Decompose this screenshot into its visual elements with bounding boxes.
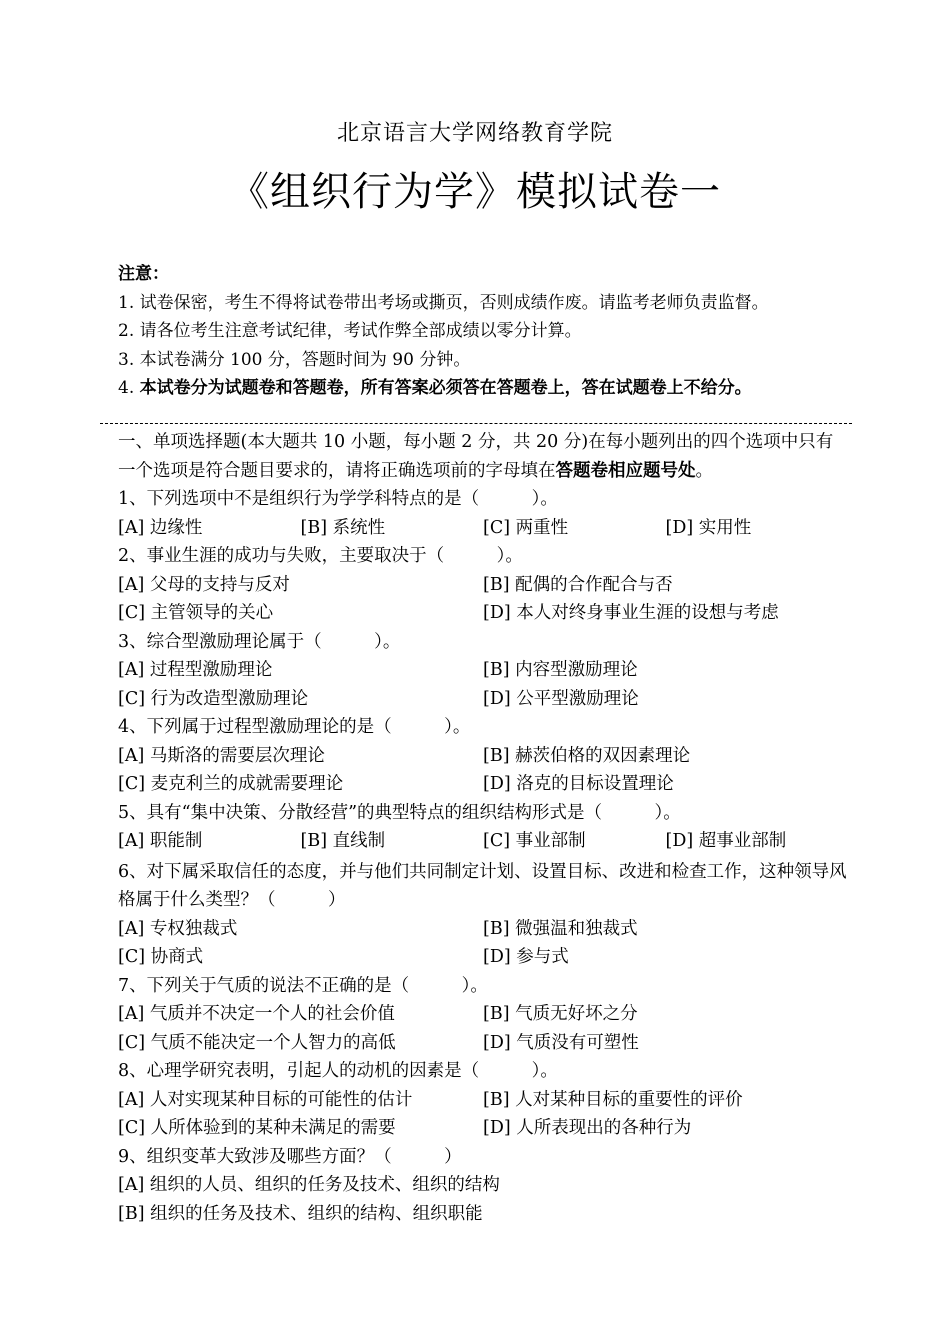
option: [C] 麦克利兰的成就需要理论 (118, 774, 344, 794)
question-stem: 5、具有“集中决策、分散经营”的典型特点的组织结构形式是（ ）。 (118, 802, 681, 823)
option: [B] 直线制 (300, 831, 386, 851)
option: [C] 主管领导的关心 (118, 603, 274, 623)
question-stem: 3、综合型激励理论属于（ ）。 (118, 631, 401, 652)
question-options (118, 1029, 848, 1058)
option: [A] 马斯洛的需要层次理论 (118, 745, 325, 766)
notice-item-2: 2. 请各位考生注意考试纪律，考试作弊全部成绩以零分计算。 (118, 321, 582, 341)
option: [B] 配偶的合作配合与否 (483, 574, 673, 595)
section-intro-bold: 答题卷相应题号处 (555, 460, 696, 481)
option: [B] 系统性 (300, 517, 386, 538)
question-options (118, 915, 848, 944)
question-options (118, 656, 848, 685)
option: [C] 协商式 (118, 947, 204, 967)
notice-item-4-prefix: 4. (118, 378, 140, 398)
question-stem: 8、心理学研究表明，引起人的动机的因素是（ ）。 (118, 1061, 558, 1081)
option: [A] 人对实现某种目标的可能性的估计 (118, 1089, 413, 1110)
question-options (118, 514, 848, 543)
question-options (118, 1086, 848, 1115)
question-options (118, 685, 848, 714)
exam-title: 《组织行为学》模拟试卷一 (229, 169, 721, 215)
notice-item-4-bold: 本试卷分为试题卷和答题卷，所有答案必须答在答题卷上，答在试题卷上不给分。 (139, 378, 752, 398)
question-stem: 9、组织变革大致涉及哪些方面？（ ） (118, 1146, 462, 1167)
question-stem: 4、下列属于过程型激励理论的是（ ）。 (118, 717, 471, 737)
option: [B] 微强温和独裁式 (483, 918, 638, 939)
option: [B] 内容型激励理论 (483, 660, 638, 680)
option: [A] 过程型激励理论 (118, 660, 273, 680)
option: [C] 事业部制 (483, 831, 586, 851)
question-stem: 2、事业生涯的成功与失败，主要取决于（ ）。 (118, 546, 523, 566)
option: [B] 组织的任务及技术、组织的结构、组织职能 (118, 1203, 483, 1224)
question-stem: 7、下列关于气质的说法不正确的是（ ）。 (118, 975, 488, 996)
notice-item-4 (118, 374, 878, 403)
option: [C] 气质不能决定一个人智力的高低 (118, 1032, 396, 1053)
option: [C] 人所体验到的某种未满足的需要 (118, 1118, 396, 1138)
option: [A] 组织的人员、组织的任务及技术、组织的结构 (118, 1175, 500, 1195)
question-options (118, 599, 848, 628)
question-stem: 1、下列选项中不是组织行为学学科特点的是（ ）。 (118, 489, 558, 509)
section-intro (118, 428, 848, 485)
option: [D] 超事业部制 (665, 831, 787, 851)
question-stem: 6、对下属采取信任的态度，并与他们共同制定计划、设置目标、改进和检查工作，这种领导风格属于什么类型？（ ） (118, 861, 847, 910)
option: [C] 两重性 (483, 517, 569, 538)
notice-block (118, 260, 878, 403)
notice-item-3: 3. 本试卷满分 100 分，答题时间为 90 分钟。 (118, 349, 471, 370)
questions-section (118, 428, 848, 1228)
option: [D] 本人对终身事业生涯的设想与考虑 (483, 603, 779, 623)
school-name: 北京语言大学网络教育学院 (336, 121, 613, 146)
option: [C] 行为改造型激励理论 (118, 688, 309, 709)
option: [A] 专权独裁式 (118, 918, 238, 939)
question-options (118, 571, 848, 600)
question-options (118, 827, 848, 856)
option: [D] 实用性 (665, 517, 752, 538)
option: [D] 公平型激励理论 (483, 688, 639, 709)
question-options (118, 770, 848, 799)
option: [B] 赫茨伯格的双因素理论 (483, 745, 691, 766)
question-options (118, 1000, 848, 1029)
section-intro-text: 一、单项选择题(本大题共 10 小题，每小题 2 分，共 20 分)在每小题列出的四个选项中只有一个选项是符合题目要求的，请将正确选项前的字母填在 (118, 432, 834, 481)
option: [A] 边缘性 (118, 517, 203, 538)
option: [D] 气质没有可塑性 (483, 1032, 639, 1053)
option: [D] 参与式 (483, 947, 569, 967)
option: [B] 人对某种目标的重要性的评价 (483, 1089, 743, 1110)
notice-heading: 注意： (118, 264, 169, 284)
section-intro-end: 。 (695, 460, 713, 481)
option: [D] 洛克的目标设置理论 (483, 774, 674, 794)
question-options (118, 943, 848, 972)
option: [B] 气质无好坏之分 (483, 1004, 638, 1024)
question-options (118, 1114, 848, 1143)
option: [A] 职能制 (118, 831, 203, 851)
question-options (118, 742, 848, 771)
notice-item-1: 1. 试卷保密，考生不得将试卷带出考场或撕页，否则成绩作废。请监考老师负责监督。 (118, 292, 769, 313)
option: [A] 父母的支持与反对 (118, 574, 290, 595)
option: [A] 气质并不决定一个人的社会价值 (118, 1004, 395, 1024)
option: [D] 人所表现出的各种行为 (483, 1118, 692, 1138)
dashed-divider (100, 423, 852, 424)
